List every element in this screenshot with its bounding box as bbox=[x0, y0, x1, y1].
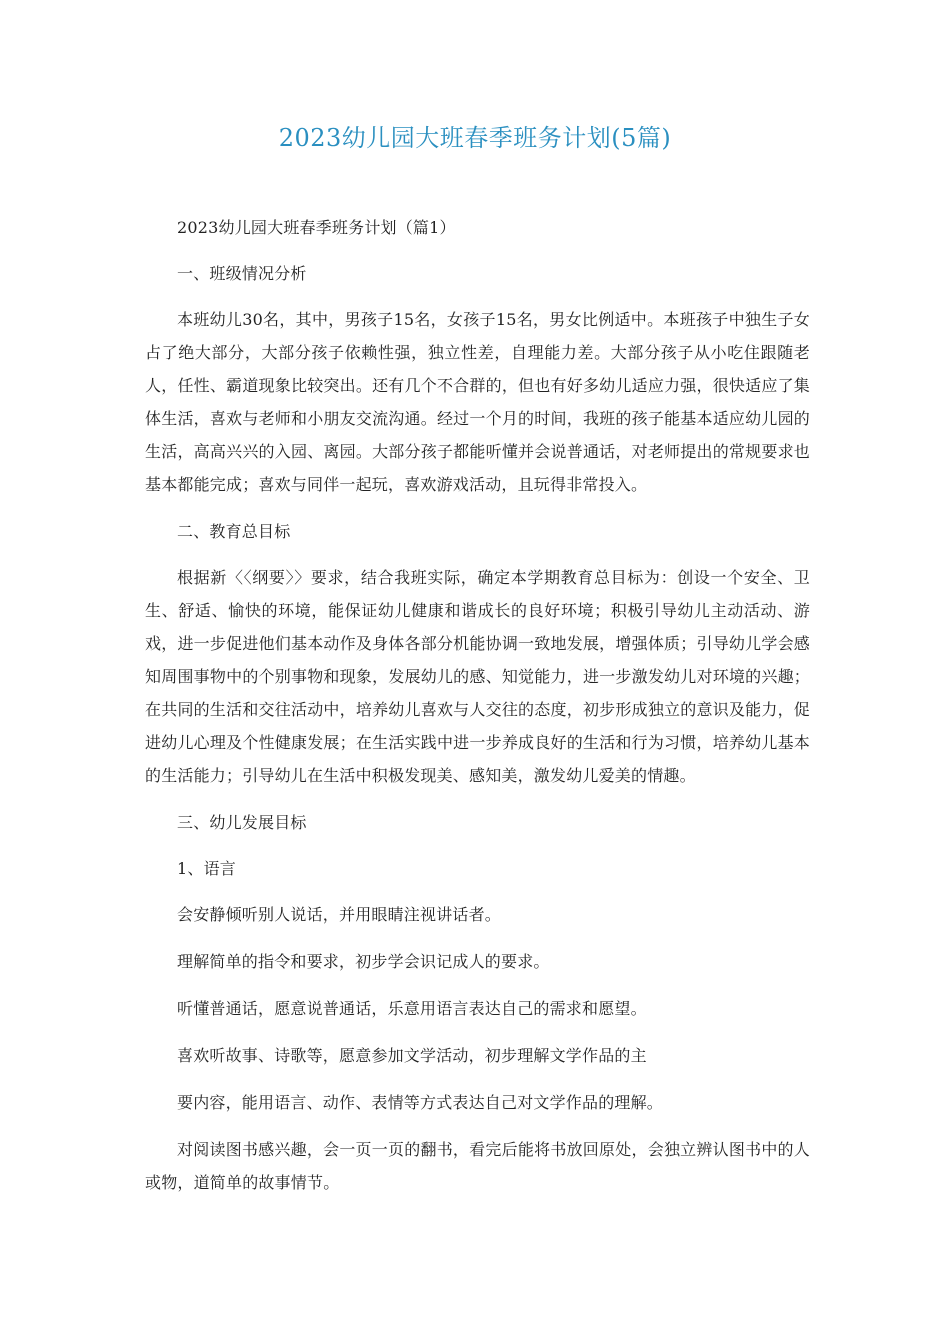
body-paragraph: 理解简单的指令和要求，初步学会识记成人的要求。 bbox=[177, 952, 550, 971]
body-paragraph: 对阅读图书感兴趣，会一页一页的翻书，看完后能将书放回原处，会独立辨认图书中的人或物，道简单的故事情节。 bbox=[145, 1140, 810, 1192]
body-paragraph: 喜欢听故事、诗歌等，愿意参加文学活动，初步理解文学作品的主 bbox=[177, 1046, 647, 1065]
document-title: 2023幼儿园大班春季班务计划(5篇) bbox=[278, 124, 672, 152]
section-heading: 二、教育总目标 bbox=[177, 522, 291, 541]
subsection-heading: 1、语言 bbox=[177, 859, 236, 878]
body-paragraph: 听懂普通话，愿意说普通话，乐意用语言表达自己的需求和愿望。 bbox=[177, 999, 647, 1018]
document-body bbox=[145, 211, 810, 1213]
section-heading: 一、班级情况分析 bbox=[177, 264, 307, 283]
section-heading: 三、幼儿发展目标 bbox=[177, 813, 307, 832]
body-paragraph: 本班幼儿30名，其中，男孩子15名，女孩子15名，男女比例适中。本班孩子中独生子女占了绝大部分，大部分孩子依赖性强，独立性差，自理能力差。大部分孩子从小吃住跟随老人，任性、霸道现象比较突出。还有几个不合群的，但也有好多幼儿适应力强，很快适应了集体生活，喜欢与老师和小朋友交流沟通。经过一个月的时间，我班的孩子能基本适应幼儿园的生活，高高兴兴的入园、离园。大部分孩子都能听懂并会说普通话，对老师提出的常规要求也基本都能完成；喜欢与同伴一起玩，喜欢游戏活动，且玩得非常投入。 bbox=[145, 310, 810, 494]
body-paragraph: 会安静倾听别人说话，并用眼睛注视讲话者。 bbox=[177, 905, 502, 924]
section-heading: 2023幼儿园大班春季班务计划（篇1） bbox=[177, 218, 456, 237]
body-paragraph: 要内容，能用语言、动作、表情等方式表达自己对文学作品的理解。 bbox=[177, 1093, 664, 1112]
body-paragraph: 根据新〈〈纲要〉〉要求，结合我班实际，确定本学期教育总目标为：创设一个安全、卫生、舒适、愉快的环境，能保证幼儿健康和谐成长的良好环境；积极引导幼儿主动活动、游戏，进一步促进他们基本动作及身体各部分机能协调一致地发展，增强体质；引导幼儿学会感知周围事物中的个别事物和现象，发展幼儿的感、知觉能力，进一步激发幼儿对环境的兴趣；在共同的生活和交往活动中，培养幼儿喜欢与人交往的态度，初步形成独立的意识及能力，促进幼儿心理及个性健康发展；在生活实践中进一步养成良好的生活和行为习惯，培养幼儿基本的生活能力；引导幼儿在生活中积极发现美、感知美，激发幼儿爱美的情趣。 bbox=[145, 568, 810, 785]
